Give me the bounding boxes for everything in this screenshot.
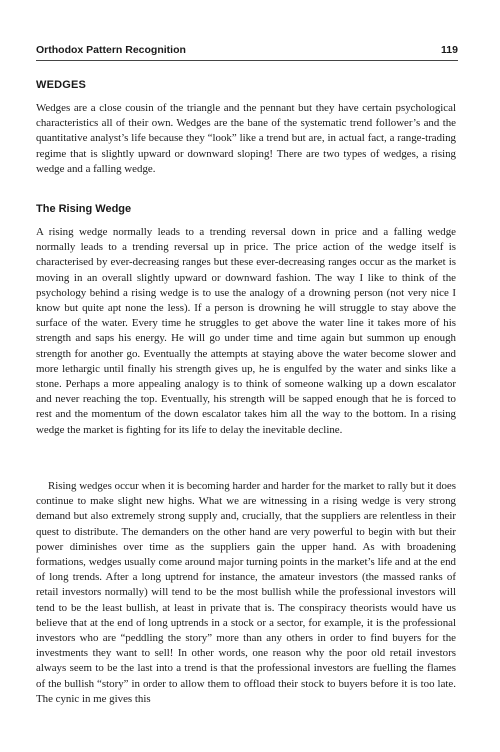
page-number: 119 (441, 44, 458, 56)
body-paragraph: Rising wedges occur when it is becoming harder and harder for the market to rally but it does continue to make slight new highs. What we are witnessing in a rising wedge is very strong demand but also extremely strong supply and, crucially, that the suppliers are relentless in their quest to distribute. The demanders on the other hand are very powerful to begin with but their power diminishes over time as the suppliers gain the upper hand. As with broadening formations, wedges usually come around major turning points in the market’s life and at the end of long trends. After a long uptrend for instance, the amateur investors (the massed ranks of retail investors normally) will tend to be the most bullish while the professional investors will tend to be the least bullish, at least in private that is. The conspiracy theorists would have us believe that at the end of long uptrends in a stock or a sector, for example, it is the professional investors who are “peddling the story” more than any others in order to find buyers for the investments they want to sell! In other words, one reason why the poor old retail investors always seem to be the last into a trend is that the professional investors are fuelling the flames of the bullish “story” in order to allow them to offload their stock to buyers before it is too late. The cynic in me gives this (36, 480, 456, 705)
section-title: WEDGES (36, 79, 87, 91)
running-title: Orthodox Pattern Recognition (36, 44, 186, 56)
running-header (36, 44, 458, 61)
subsection-title: The Rising Wedge (36, 203, 132, 215)
body-paragraph: A rising wedge normally leads to a trending reversal down in price and a falling wedge normally leads to a trending reversal up in price. The price action of the wedge itself is characterised by ever-decreasing ranges but these ever-decreasing ranges occur as the market is moving in an overall slightly upward or downward fashion. The way I like to think of the psychology behind a rising wedge is to use the analogy of a drowning person (not very nice I know but quite apt none the less). If a person is drowning he will struggle to stay above the surface of the water. Every time he struggles to get above the water line it takes more of his strength and saps his energy. He will go under time and time again but summon up enough strength for another go. Eventually the attempts at staying above the water become slower and more lethargic until finally his strength gives up, he is engulfed by the water and sinks like a stone. Perhaps a more appealing analogy is to think of someone walking up a down escalator and never reaching the top. Eventually, his strength will be sapped enough that he is forced to rest and the momentum of the down escalator takes him all the way to the bottom. In a rising wedge the market is fighting for its life to delay the inevitable decline. (36, 226, 456, 436)
intro-paragraph: Wedges are a close cousin of the triangle and the pennant but they have certain psychological characteristics all of their own. Wedges are the bane of the systematic trend follower’s and the quantitative analyst’s life because they “look” like a trend but are, in actual fact, a range-trading regime that is slightly upward or downward sloping! There are two types of wedges, a rising wedge and a falling wedge. (36, 102, 456, 175)
